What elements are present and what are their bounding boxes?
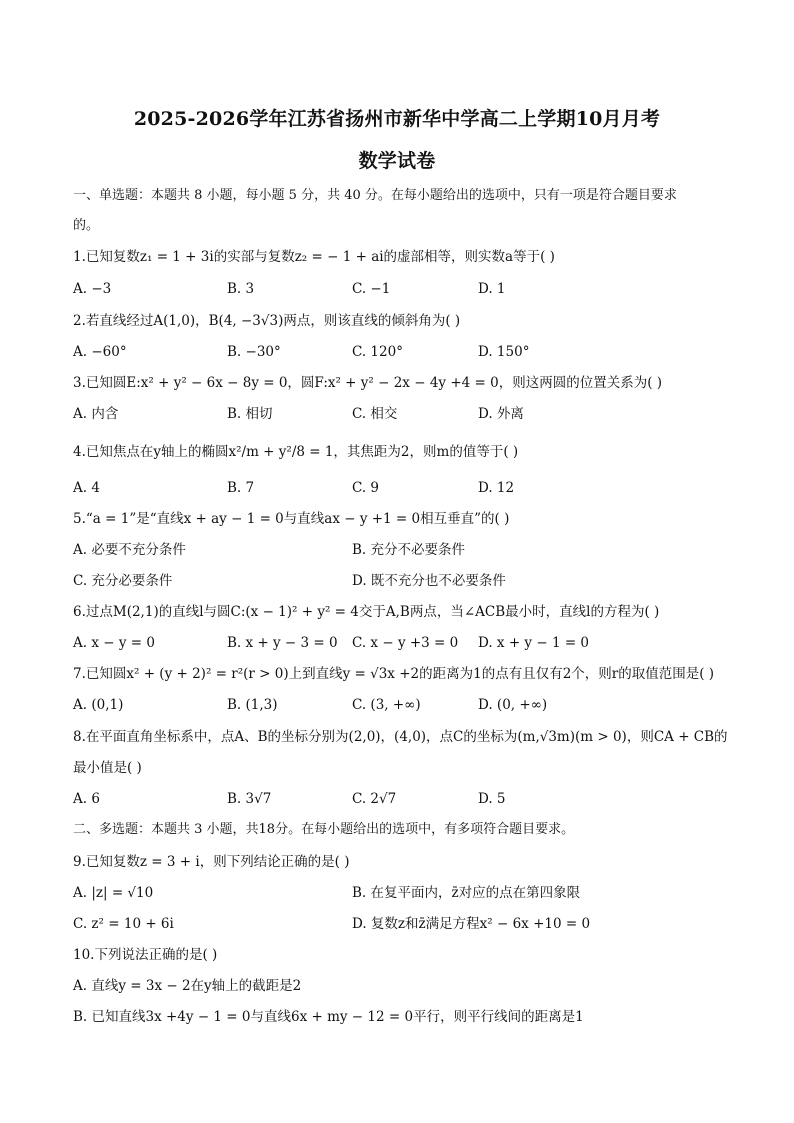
q10-option-b: B. 已知直线3x +4y − 1 = 0与直线6x + my − 12 = 0平行，则平行线间的距离是1 (73, 1009, 584, 1025)
q9-option-d: D. 复数z和z̄满足方程x² − 6x +10 = 0 (352, 916, 591, 932)
q5-option-a: A. 必要不充分条件 (73, 542, 186, 558)
question-5-stem: 5.“a = 1”是“直线x + ay − 1 = 0与直线ax − y +1 = 0相互垂直”的( ) (73, 511, 510, 527)
section1-heading-cont: 的。 (73, 218, 100, 233)
page-title: 2025-2026学年江苏省扬州市新华中学高二上学期10月月考 (133, 108, 661, 130)
q8-option-d: D. 5 (478, 791, 506, 807)
q4-option-b: B. 7 (227, 480, 255, 496)
q1-option-b: B. 3 (227, 281, 255, 297)
q7-option-d: D. (0, +∞) (478, 697, 548, 713)
q8-option-c: C. 2√7 (352, 791, 397, 807)
q6-option-b: B. x + y − 3 = 0 (227, 635, 338, 651)
question-10-stem: 10.下列说法正确的是( ) (73, 947, 218, 963)
q6-option-d: D. x + y − 1 = 0 (478, 635, 590, 651)
q7-option-c: C. (3, +∞) (352, 697, 421, 713)
question-7-stem: 7.已知圆x² + (y + 2)² = r²(r > 0)上到直线y = √3x +2的距离为1的点有且仅有2个，则r的取值范围是( ) (73, 666, 715, 682)
q3-option-c: C. 相交 (352, 406, 398, 422)
q10-option-a: A. 直线y = 3x − 2在y轴上的截距是2 (73, 978, 302, 994)
q9-option-a: A. |z| = √10 (73, 885, 154, 901)
question-8-stem: 8.在平面直角坐标系中，点A、B的坐标分别为(2,0)，(4,0)，点C的坐标为(m,√3m)(m > 0)，则CA + CB的 (73, 729, 728, 745)
q7-option-a: A. (0,1) (73, 697, 124, 713)
section1-heading: 一、单选题：本题共 8 小题，每小题 5 分，共 40 分。在每小题给出的选项中，只有一项是符合题目要求 (73, 188, 677, 203)
q7-option-b: B. (1,3) (227, 697, 278, 713)
question-4-stem: 4.已知焦点在y轴上的椭圆x²/m + y²/8 = 1，其焦距为2，则m的值等于( ) (73, 444, 519, 460)
q4-option-d: D. 12 (478, 480, 515, 496)
q2-option-b: B. −30° (227, 344, 281, 360)
section2-heading: 二、多选题：本题共 3 小题，共18分。在每小题给出的选项中，有多项符合题目要求。 (73, 822, 575, 837)
q2-option-a: A. −60° (73, 344, 127, 360)
question-1-stem: 1.已知复数z₁ = 1 + 3i的实部与复数z₂ = − 1 + ai的虚部相等，则实数a等于( ) (73, 249, 555, 265)
q9-option-b: B. 在复平面内，z̄对应的点在第四象限 (352, 885, 581, 901)
question-2-stem: 2.若直线经过A(1,0)，B(4, −3√3)两点，则该直线的倾斜角为( ) (73, 313, 461, 329)
q4-option-a: A. 4 (73, 480, 100, 496)
q1-option-c: C. −1 (352, 281, 391, 297)
q3-option-a: A. 内含 (73, 406, 119, 422)
question-9-stem: 9.已知复数z = 3 + i，则下列结论正确的是( ) (73, 854, 350, 870)
q1-option-a: A. −3 (73, 281, 112, 297)
q2-option-c: C. 120° (352, 344, 403, 360)
q5-option-b: B. 充分不必要条件 (352, 542, 466, 558)
q8-option-b: B. 3√7 (227, 791, 272, 807)
q5-option-c: C. 充分必要条件 (73, 573, 173, 589)
q6-option-a: A. x − y = 0 (73, 635, 155, 651)
page-subtitle: 数学试卷 (358, 150, 436, 172)
q1-option-d: D. 1 (478, 281, 506, 297)
q8-option-a: A. 6 (73, 791, 100, 807)
q2-option-d: D. 150° (478, 344, 530, 360)
question-6-stem: 6.过点M(2,1)的直线l与圆C:(x − 1)² + y² = 4交于A,B两点，当∠ACB最小时，直线l的方程为( ) (73, 604, 660, 620)
q3-option-b: B. 相切 (227, 406, 273, 422)
question-8-stem-cont: 最小值是( ) (73, 760, 142, 776)
question-3-stem: 3.已知圆E:x² + y² − 6x − 8y = 0，圆F:x² + y² − 2x − 4y +4 = 0，则这两圆的位置关系为( ) (73, 375, 663, 391)
q9-option-c: C. z² = 10 + 6i (73, 916, 174, 932)
q4-option-c: C. 9 (352, 480, 380, 496)
q6-option-c: C. x − y +3 = 0 (352, 635, 459, 651)
q5-option-d: D. 既不充分也不必要条件 (352, 573, 506, 589)
q3-option-d: D. 外离 (478, 406, 524, 422)
